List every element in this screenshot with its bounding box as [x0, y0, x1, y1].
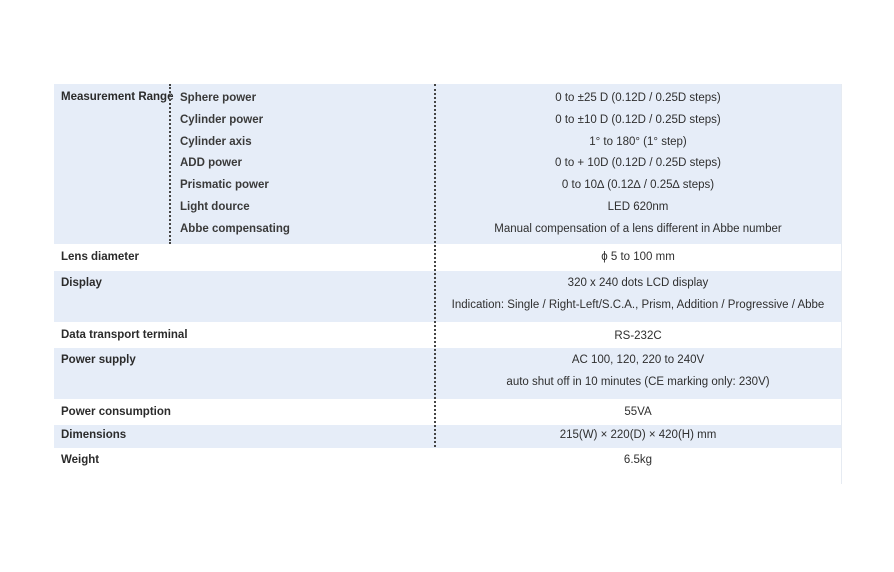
- data-transport-label: Data transport terminal: [61, 329, 188, 341]
- measurement-range-label: Measurement Range: [61, 91, 174, 103]
- sublabel-abbe-compensating: Abbe compensating: [180, 222, 290, 235]
- sublabel-add-power: ADD power: [180, 157, 242, 170]
- row-data-transport: [54, 322, 841, 348]
- dimensions-values: [435, 429, 841, 441]
- power-consumption-values: [435, 406, 841, 418]
- row-dimensions: [54, 425, 841, 448]
- display-value-1: 320 x 240 dots LCD display: [567, 277, 709, 289]
- dimensions-label: Dimensions: [61, 429, 127, 441]
- value-prismatic-power: 0 to 10∆ (0.12∆ / 0.25∆ steps): [561, 179, 715, 192]
- lens-diameter-value: ϕ 5 to 100 mm: [601, 251, 675, 263]
- lens-diameter-label: Lens diameter: [61, 251, 139, 263]
- row-lens-diameter: [54, 244, 841, 271]
- column-divider: [434, 84, 436, 447]
- display-values: [435, 277, 841, 311]
- power-consumption-value: 55VA: [624, 406, 652, 418]
- weight-value: 6.5kg: [623, 454, 653, 466]
- power-consumption-label: Power consumption: [61, 406, 171, 418]
- data-transport-value: RS-232C: [614, 330, 662, 342]
- weight-label: Weight: [61, 454, 100, 466]
- display-label: Display: [61, 277, 102, 289]
- sublabel-cylinder-power: Cylinder power: [180, 113, 264, 126]
- value-cylinder-power: 0 to ±10 D (0.12D / 0.25D steps): [555, 113, 721, 126]
- measurement-range-values: [435, 91, 841, 244]
- row-weight: [54, 448, 841, 484]
- value-cylinder-axis: 1° to 180° (1° step): [589, 135, 687, 148]
- row-display: [54, 271, 841, 322]
- value-sphere-power: 0 to ±25 D (0.12D / 0.25D steps): [555, 92, 721, 104]
- sublabel-sphere-power: Sphere power: [180, 92, 257, 104]
- row-power-supply: [54, 348, 841, 399]
- row-power-consumption: [54, 399, 841, 425]
- sublabel-prismatic-power: Prismatic power: [180, 179, 269, 192]
- data-transport-values: [435, 330, 841, 342]
- power-supply-values: [435, 354, 841, 388]
- sublabel-divider: [169, 84, 171, 244]
- measurement-range-sublabels: [180, 91, 290, 244]
- sublabel-light-source: Light dource: [180, 200, 250, 213]
- row-measurement-range: [54, 84, 841, 244]
- dimensions-value: 215(W) × 220(D) × 420(H) mm: [559, 429, 717, 441]
- spec-table: [54, 84, 842, 484]
- value-abbe-compensating: Manual compensation of a lens different in Abbe number: [494, 222, 782, 235]
- value-add-power: 0 to + 10D (0.12D / 0.25D steps): [555, 157, 721, 170]
- value-light-source: LED 620nm: [607, 200, 669, 213]
- display-value-2: Indication: Single / Right-Left/S.C.A., Prism, Addition / Progressive / Abbe: [451, 299, 825, 311]
- weight-values: [435, 454, 841, 466]
- sublabel-cylinder-axis: Cylinder axis: [180, 135, 252, 148]
- lens-diameter-values: [435, 251, 841, 263]
- power-supply-value-2: auto shut off in 10 minutes (CE marking only: 230V): [506, 376, 770, 388]
- power-supply-label: Power supply: [61, 354, 136, 366]
- power-supply-value-1: AC 100, 120, 220 to 240V: [571, 354, 705, 366]
